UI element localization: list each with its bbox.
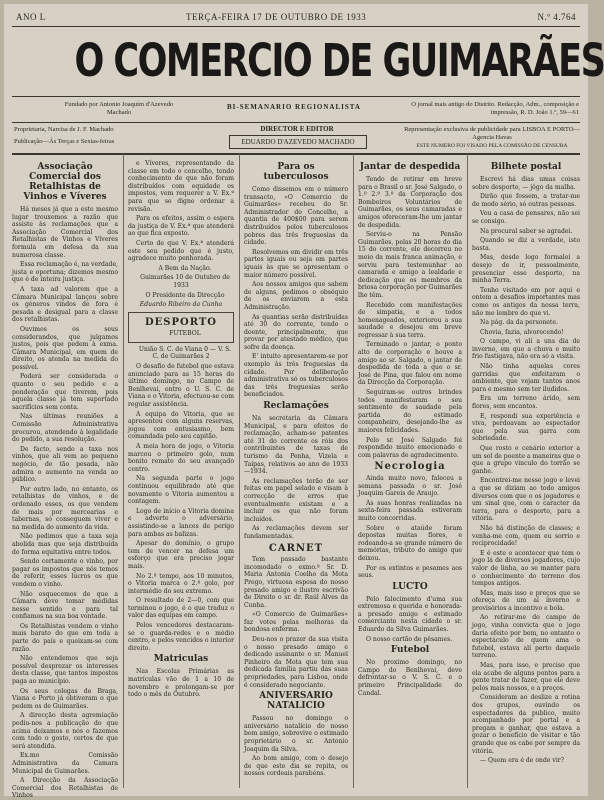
article-paragraph: Dirão que fossem, a tratar-me de modo sério, só outras pessoas. bbox=[472, 193, 580, 208]
article-paragraph: Recebido com manifestações de simpatia, e a todos homenageados, exteriorou a sua saudade e desejou em breve regressar à sua terra. bbox=[358, 301, 462, 339]
article-paragraph: Vou a casa de pensares, não sei se consigo. bbox=[472, 210, 580, 225]
article-paragraph: Os Retalhistas vendem o vinho mais barato do que em toda a parte do país e queixam-se com razão. bbox=[12, 622, 118, 653]
article-paragraph: E é este o acontecer que tem o jogo lá de diversos jogadores, cujo valor de linha, ao se manter para o conhecimento do terreno dos tempos antigos. bbox=[472, 549, 580, 588]
article-paragraph: Ouvimos os seus considerandos, que julgamos justos, pois que pedem à exma. Câmara Municipal, em quem de direito, os atenda na medida do possível. bbox=[12, 325, 118, 371]
article-paragraph: As reclamações terão de ser feitas em papel selado e visam à correcção de erros que eventualmente existam e a incluir os que não foram incluídos. bbox=[244, 477, 348, 523]
article-paragraph: Passou no domingo o aniversário natalício do nosso bom amigo, sobrevive o estimado proprietário o sr. Antonio Joaquim da Silva. bbox=[244, 715, 348, 753]
sport-section bbox=[128, 312, 234, 343]
article-paragraph: «O Comercio de Guimarães» faz votos pelas melhoras da bondosa enferma. bbox=[244, 611, 348, 634]
newspaper-title: O COMERCIO DE GUIMARÃES bbox=[74, 34, 604, 87]
article-paragraph: Pelos vencedores destacaram-se o guarda-redes e o médio centro, e pelos vencidos o interior direito. bbox=[128, 622, 234, 652]
article-paragraph: Tenho visitado em por aqui e ontem a desafios importantes mas como os antigos da nossa terra, não me lembro do que vi. bbox=[472, 286, 580, 317]
publication-note: Publicação—Ás Terças e Sextas-feiras bbox=[14, 138, 115, 145]
owner-note: Proprietaria, Narcisa de J. F. Machado bbox=[14, 126, 114, 133]
article-paragraph: Ao retirar-me do campo de jogo, vinha convicta que o jogo daria efeito por bem, no entanto o espectáculo de quem ama o futebol, estava alí perto daquele terreno. bbox=[472, 614, 580, 660]
issue-date: TERÇA-FEIRA 17 DE OUTUBRO DE 1933 bbox=[186, 12, 367, 22]
article-paragraph: No proximo domingo, no Campo do Benlhevai, deve defrontar-se o V. S. C. e o primeiro Principalidade do Candal. bbox=[358, 659, 462, 697]
article-paragraph: As quantias serão distribuídas até 30 do corrente, tendo o doente, principalmente, que provar por atestado médico, que sofre da doença. bbox=[244, 313, 348, 351]
director-name: EDUARDO D'AZEVEDO MACHADO bbox=[229, 135, 367, 149]
article-paragraph: Não há distinção de classes; e venha-me com, quem eu sorrio e reciprocidade! bbox=[472, 524, 580, 548]
column-3 bbox=[244, 160, 348, 792]
article-heading: Para os tuberculosos bbox=[263, 162, 329, 182]
info-rule bbox=[12, 122, 580, 123]
section-heading: CARNET bbox=[268, 542, 324, 554]
section-subheading: FUTEBOL bbox=[169, 330, 201, 338]
article-paragraph: As reclamações devem ser fundamentadas. bbox=[244, 525, 348, 540]
section-heading: Futebol bbox=[390, 645, 430, 656]
section-heading: ANIVERSARIO NATALICIO bbox=[259, 691, 333, 712]
article-paragraph: Nas Escolas Primárias as matrículas vão de 1 a 10 de novembro e prolongam-se por todo o mês de Outubro. bbox=[128, 668, 234, 699]
masthead-rule bbox=[12, 96, 580, 97]
article-paragraph: Encontrei-me nesse jogo e levei a que se diziam ao todo amigos diversos com que o os jogadores e um sinal que, com o caracter da terra, para o desporto, para a vitória. bbox=[472, 477, 580, 523]
article-paragraph: Sendo certamente o vinho, por pagar os impostos que nós temos de referir, esses lucros os que vendem o vinho. bbox=[12, 558, 118, 588]
article-paragraph: Na segunda parte o jogo continuou equilibrado até que novamente o Vitoria aumentou a contagem. bbox=[128, 475, 234, 506]
columns-rule bbox=[12, 153, 580, 155]
article-paragraph: Não pedimos que a taxa seja abolida mas que seja distribuída de forma equitativa entre todos. bbox=[12, 533, 118, 556]
representation-note: Representação exclusiva de publicidade para LISBOA E PORTO—Agencia Havas bbox=[404, 126, 580, 141]
article-paragraph: Que rosto e cenário exterior a um sol de poente a maneiras que o que a grupo vinculo do torrão se ganhe. bbox=[472, 445, 580, 475]
article-paragraph: Para os efeitos, assim o espera da justiça de V. Ex.ª que atenderá ao que fica exposto. bbox=[128, 215, 234, 238]
article-paragraph: Certo de que V. Ex.ª atenderá este seu pedido que é justo, agradece muito penhorada. bbox=[128, 239, 234, 263]
column-divider bbox=[467, 154, 468, 788]
article-paragraph: Por os extintos e pesames aos seus. bbox=[358, 564, 462, 580]
article-paragraph: E, respondi sua experiência e viva, perdoavam ao espectador que pela sua garra com sobriedade. bbox=[472, 412, 580, 443]
top-info-line bbox=[16, 12, 576, 26]
column-divider bbox=[239, 154, 240, 788]
article-paragraph: Seguiram-se outros brindes todos manifestaram o seu sentimento de saudade pela partida do estimado companheiro, desejando-lhe as maiores felicidades. bbox=[358, 389, 462, 434]
article-paragraph: Logo de início a Vitoria domina e adverte o adversário, assistindo-se a lances de perigo para ambas as balizas. bbox=[128, 507, 234, 538]
article-paragraph: A taxa ad valorem que a Câmara Municipal lançou sobre os géneros vindos de fora é pesada e desigual para a classe dos retalhistas. bbox=[12, 285, 118, 324]
article-paragraph: Era um terreno árido, sem flores, sem encantos. bbox=[472, 395, 580, 411]
subtitle: BI-SEMANARIO REGIONALISTA bbox=[227, 103, 361, 111]
article-paragraph: Mas, para isso, e preciso que ela acabe de alguns pontos para a gente tratar de fazer, que ele deve pelos mais nossos, e a preços. bbox=[472, 662, 580, 692]
section-heading: DESPORTO bbox=[144, 316, 218, 328]
article-paragraph: Não entendemos que seja possível desprezar os interesses desta classe, que tantos impostos paga ao município. bbox=[12, 655, 118, 686]
article-heading: Associação Comercial dos Retalhistas de Vinhos e Víveres bbox=[23, 162, 107, 202]
censorship-note: ESTE NUMERO FOI VISADO PELA COMISSÃO DE CENSURA bbox=[416, 143, 568, 149]
section-heading: Reclamações bbox=[263, 401, 329, 412]
section-heading: LUCTO bbox=[392, 581, 428, 592]
article-paragraph: No 2.º tempo, aos 10 minutos, o Vitoria marca o 2.º golo, por intermédio do seu extremo. bbox=[128, 572, 234, 595]
article-paragraph: Escrevi há dias umas coisas sobre desporto, — jôgo da malha. bbox=[472, 176, 580, 191]
article-paragraph: Por outro lado, no entanto, os retalhistas de vinhos, e de ordenado esses, os que vendem de mais por mercearias e tabernas, só conseguem viver e na medida do aumento da vida. bbox=[12, 485, 118, 531]
article-paragraph: O nosso cartão de pêsames. bbox=[366, 635, 453, 643]
newspaper-page bbox=[4, 4, 604, 800]
article-paragraph: A Direcção da Associação Comercial dos Retalhistas de Vinhos bbox=[12, 777, 118, 800]
article-paragraph: Sobre o ataúde foram depostas muitas flores, e rodeando-a se grande número de memórias, tributo do amigo que deixou. bbox=[358, 524, 462, 562]
article-paragraph: A equipa do Vitoria, que se apresentou com alguns reservas, jogou com entusiasmo, bem comandada pelo seu capitão. bbox=[128, 410, 234, 441]
column-1 bbox=[12, 160, 118, 800]
article-paragraph: Mas, mais isso e preços que se ofereça de um aí inverno e provisórios a incentivo e bola. bbox=[472, 589, 580, 612]
article-paragraph: A direcção desta agremiação pediu-nos a publicação do que acima deixamos e nós o fazemos com todo o gosto, certos de que será atendida. bbox=[12, 712, 118, 750]
article-paragraph: Ao bom amigo, com o desejo de que este dia se repita, os nossos cordeais parabéns. bbox=[244, 755, 348, 778]
article-paragraph: Terminado o jantar, o ponto alto de corporação e houve a amigo ao sr. Salgado, o jantar de despedida de toda a que o sr. José de Pina, que falou em nome da Direcção da Corporação. bbox=[358, 341, 462, 387]
article-paragraph: O campo, vi alí a uns dia de inverno, em que a chuva e muito frio fustigava, não era só a visita. bbox=[472, 338, 580, 361]
article-paragraph: Não esquecemos de que a Câmara deve tomar medidas nesse sentido e para tal confiamos na sua boa vontade. bbox=[12, 590, 118, 621]
article-paragraph: Serviu-o na Pensão Guimarães, pelas 20 horas do dia 15 do corrente, ele decorreu no meio da mais franca animação, e serviu para testemunhar ao camarada e amigo a lealdade e dedicação que os membros da briosa corporação por Guimarães lhe têm. bbox=[358, 231, 462, 299]
article-paragraph: Ex.mo Comissão Administrativa da Camara Municipal de Guimarães. bbox=[12, 752, 118, 775]
article-paragraph: Como dissemos em o número transacto, «O Comercio de Guimarães» recebeu do Sr. Administrador do Concelho, a quantia de 400$00 para serem distribuídos pelos tuberculosos pobres das três freguesias da cidade. bbox=[244, 186, 348, 247]
section-heading: Matriculas bbox=[153, 654, 209, 665]
article-paragraph: Resolvemos em dividir em três partes iguais ou seja em partes iguais às que se apresentam o maior número possível. bbox=[244, 248, 348, 279]
article-paragraph: Quando se diz a verdade, isto basta. bbox=[472, 237, 580, 252]
top-rule bbox=[12, 26, 580, 27]
article-paragraph: Na pág. da da personete. bbox=[480, 319, 558, 327]
article-paragraph: Essa reclamação é, na verdade, justa e oportuna; dizemos mesmo que é de inteira justiça. bbox=[12, 261, 118, 284]
article-paragraph: Nas últimas reuniões a Comissão Administrativa procurou, atendendo à legalidade do pedido, a sua resolução. bbox=[12, 413, 118, 444]
article-paragraph: Apesar do domínio, o grupo tem de vencer na defesa um esforço que era preciso jogar mais. bbox=[128, 540, 234, 570]
article-paragraph: A meia hora de jogo, o Vitoria marcou o primeiro golo, num bonito remate do seu avançado centro. bbox=[128, 443, 234, 473]
article-paragraph: e Víveres, representando da classe em todo o concelho, tendo conhecimento de que não foram distribuídos com equidade os impostos, vem requerer a V. Ex.ª para que se digne ordenar a revisão. bbox=[128, 160, 234, 213]
article-paragraph: Os seus colegas de Braga, Viana e Porto já obtiveram o que pedem os de Guimarães. bbox=[12, 687, 118, 710]
article-paragraph: Não tinha aquelas cores garridas que enfeitaram o ambiente, que vejam tantos anos para e mesmo sem ter iludidos. bbox=[472, 363, 580, 393]
article-paragraph: Aos nossos amigos que sabem de alguns, pedimos o obséquio de os enviarem a esta Administração. bbox=[244, 281, 348, 311]
article-paragraph: Pelo falecimento d'uma sua extremosa e querida e honorada-a presado amigo e estimado comerciante nesta cidade o sr. Eduardo da Silva Guimarães. bbox=[358, 595, 462, 634]
founder-note: Fundado por Antonio Joaquim d'Azevedo Machado bbox=[64, 101, 174, 116]
closing-line: A Bem da Nação. bbox=[158, 264, 212, 272]
article-paragraph: Há meses já que a este mesmo lugar trouxemos a razão que assiste às reclamações que a Associação Comercial dos Retalhistas de Vinhos e Víveres formula em defesa da sua numerosa classe. bbox=[12, 206, 118, 259]
article-paragraph: Poderá ser considerada o quanto o seu pedido e a ponderação que tiverem, pois aquela classe já tem suportado sacrifícios sem conta. bbox=[12, 373, 118, 411]
issue-number: N.º 4.764 bbox=[537, 12, 576, 22]
article-paragraph: Deu-nos o prazer da sua visita o nosso presado amigo e dedicado assinante o sr. Manuel Pinheiro da Mota que tem sua dedicada família partiu das suas propriedades, para Lisboa, onde é considerado negociante. bbox=[244, 636, 348, 689]
article-paragraph: Pelo sr. José Salgado foi respondido muito emocionado e com palavras de agradecimento. bbox=[358, 436, 462, 459]
district-note: O jornal mais antigo do Distrito. Redacção, Adm., composição e impressão, R. D. João 1.º, 59—61 bbox=[411, 101, 579, 116]
article-paragraph: Tendo de retirar em breve para o Brasil o sr. José Salgado, o 1.º 2.º 3.º da Corporação dos Bombeiros Voluntários de Guimarães, os seus camaradas e amigos ofereceram-lhe um jantar de despedida. bbox=[358, 176, 462, 229]
section-heading: Necrologia bbox=[374, 461, 446, 473]
article-paragraph: Na procural saber se agradei. bbox=[480, 227, 573, 235]
article-heading: Bilhete postal bbox=[490, 162, 562, 172]
column-2 bbox=[128, 160, 234, 792]
column-divider bbox=[123, 154, 124, 788]
article-paragraph: Consideram ao deslize a rotina dos grupos, ouvindo os espectadores da publico, muito acompanhado por portal e a pregam e ganhar, que estava a gozar o benefício de visitar e tão grande que os cabe por sempre da vitória. bbox=[472, 694, 580, 755]
article-paragraph: Ainda muito novo, faleceu a semana passada o sr. José Joaquim Gareis de Araujo. bbox=[358, 474, 462, 498]
signature: Eduardo Ribeiro da Cunha bbox=[139, 301, 223, 309]
article-heading: Jantar de despedida bbox=[359, 162, 461, 172]
article-paragraph: O desafio de futebol que estava anunciado para as 15 horas do último domingo, no Campo de Benlhevai, entre o U. S. C. de Viana e o Vitoria, efectuou-se com regular assistência. bbox=[128, 363, 234, 409]
article-paragraph: De facto, sendo a taxa nos vinhos, que ali vem ao pequeno negócio, de tão pesada, não admira o aumento na venda ao público. bbox=[12, 445, 118, 484]
column-4 bbox=[358, 160, 462, 792]
year-label: ANO L bbox=[16, 12, 46, 22]
column-5 bbox=[472, 160, 580, 792]
article-paragraph: Mas, desde logo formalei a desejo de ir, pessoalmente, presenciar esse desporto, na minha Terra. bbox=[472, 254, 580, 285]
article-paragraph: — Quem era é de onde vir? bbox=[480, 757, 564, 765]
article-paragraph: Tem passado bastante incomodado o exmo.º Sr. D. Maria Antonia Coelho da Mota Prego, virtuosa esposa do nosso presado amigo e ilustre escrivão de Direito o sr. dr. Raúl Alves da Cunha. bbox=[244, 556, 348, 609]
director-label: DIRECTOR E EDITOR bbox=[260, 125, 334, 133]
column-divider bbox=[353, 154, 354, 788]
signed-role: O Presidente da Direcção bbox=[145, 291, 225, 299]
article-paragraph: Chovia, fazia, alvorecendo! bbox=[480, 328, 564, 336]
match-result: União S. C. de Viana 0 — V. S. C. de Guimarães 2 bbox=[138, 345, 232, 361]
place-date: Guimarães 10 de Outubro de 1933 bbox=[140, 274, 230, 289]
article-paragraph: Às suas honras realizadas na sexta-feira passada estiveram muito concorridas. bbox=[358, 499, 462, 522]
article-paragraph: O resultado de 2—0, com que terminou o jogo, é o que traduz o valor das equipas em campo. bbox=[128, 597, 234, 620]
article-paragraph: E' intuito apresentarem-se por exemplo às três freguesias da cidade. Por deliberação administrativa só os tuberculosos das três freguesias serão beneficiados. bbox=[244, 353, 348, 399]
article-paragraph: Na secretaria da Câmara Municipal, e para efeitos de reclamação, acham-se patentes até 31 do corrente os róis dos contribuintes de taxas de turismo da Penha, Vizela e Taipas, relativos ao ano de 1933—1934. bbox=[244, 415, 348, 476]
